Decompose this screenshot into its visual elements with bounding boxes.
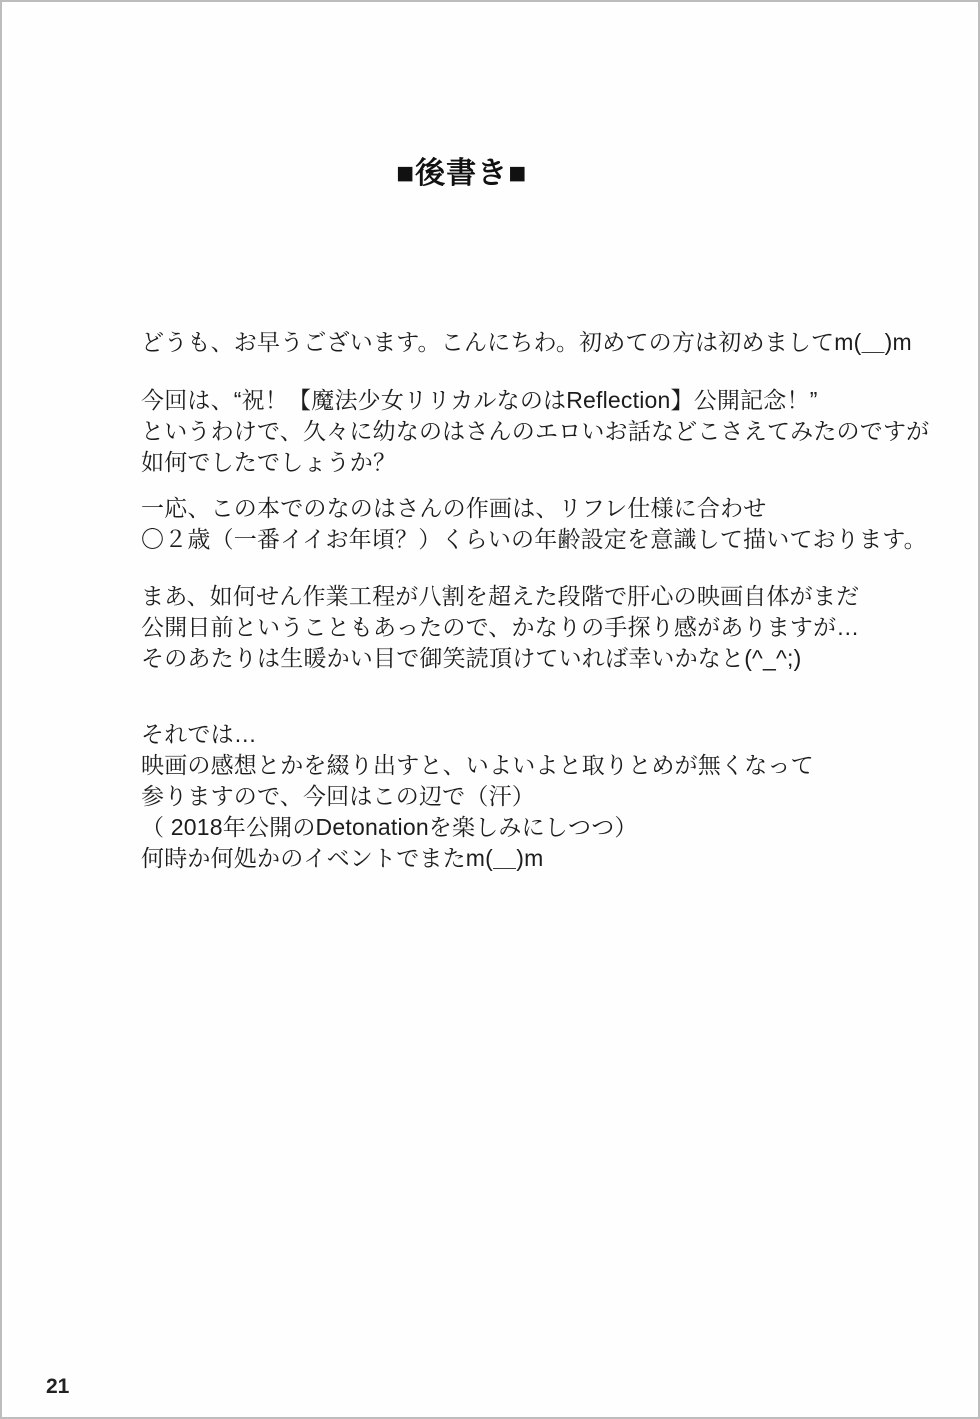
text-line: というわけで、久々に幼なのはさんのエロいお話などこさえてみたのですが <box>141 418 930 444</box>
text-line: 今回は、“祝！【魔法少女リリカルなのはReflection】公開記念！” <box>141 387 818 413</box>
paragraph-closing <box>141 719 814 874</box>
paragraph-announcement <box>141 385 929 478</box>
text-line: まあ、如何せん作業工程が八割を超えた段階で肝心の映画自体がまだ <box>141 583 860 609</box>
paragraph-art-note <box>141 493 927 555</box>
page-number: 21 <box>46 1375 70 1398</box>
page-title: ■後書き■ <box>396 157 528 190</box>
text-line: 如何でしたでしょうか？ <box>141 449 397 475</box>
text-line: 〇２歳（一番イイお年頃？）くらいの年齢設定を意識して描いております。 <box>141 526 927 552</box>
text-line: どうも、お早うございます。こんにちわ。初めての方は初めましてm(＿)m <box>141 329 912 355</box>
text-line: 何時か何処かのイベントでまたm(＿)m <box>141 845 544 871</box>
text-line: そのあたりは生暖かい目で御笑読頂けていれば幸いかなと(^_^;) <box>141 645 802 671</box>
text-line: 参りますので、今回はこの辺で（汗） <box>141 783 535 809</box>
text-line: それでは… <box>141 721 257 747</box>
text-line: 一応、この本でのなのはさんの作画は、リフレ仕様に合わせ <box>141 495 767 521</box>
text-line: 映画の感想とかを綴り出すと、いよいよと取りとめが無くなって <box>141 752 814 778</box>
paragraph-greeting <box>141 327 912 358</box>
text-line: （ 2018年公開のDetonationを楽しみにしつつ） <box>141 814 638 840</box>
paragraph-caveat <box>141 581 860 674</box>
text-line: 公開日前ということもあったので、かなりの手探り感がありますが… <box>141 614 860 640</box>
